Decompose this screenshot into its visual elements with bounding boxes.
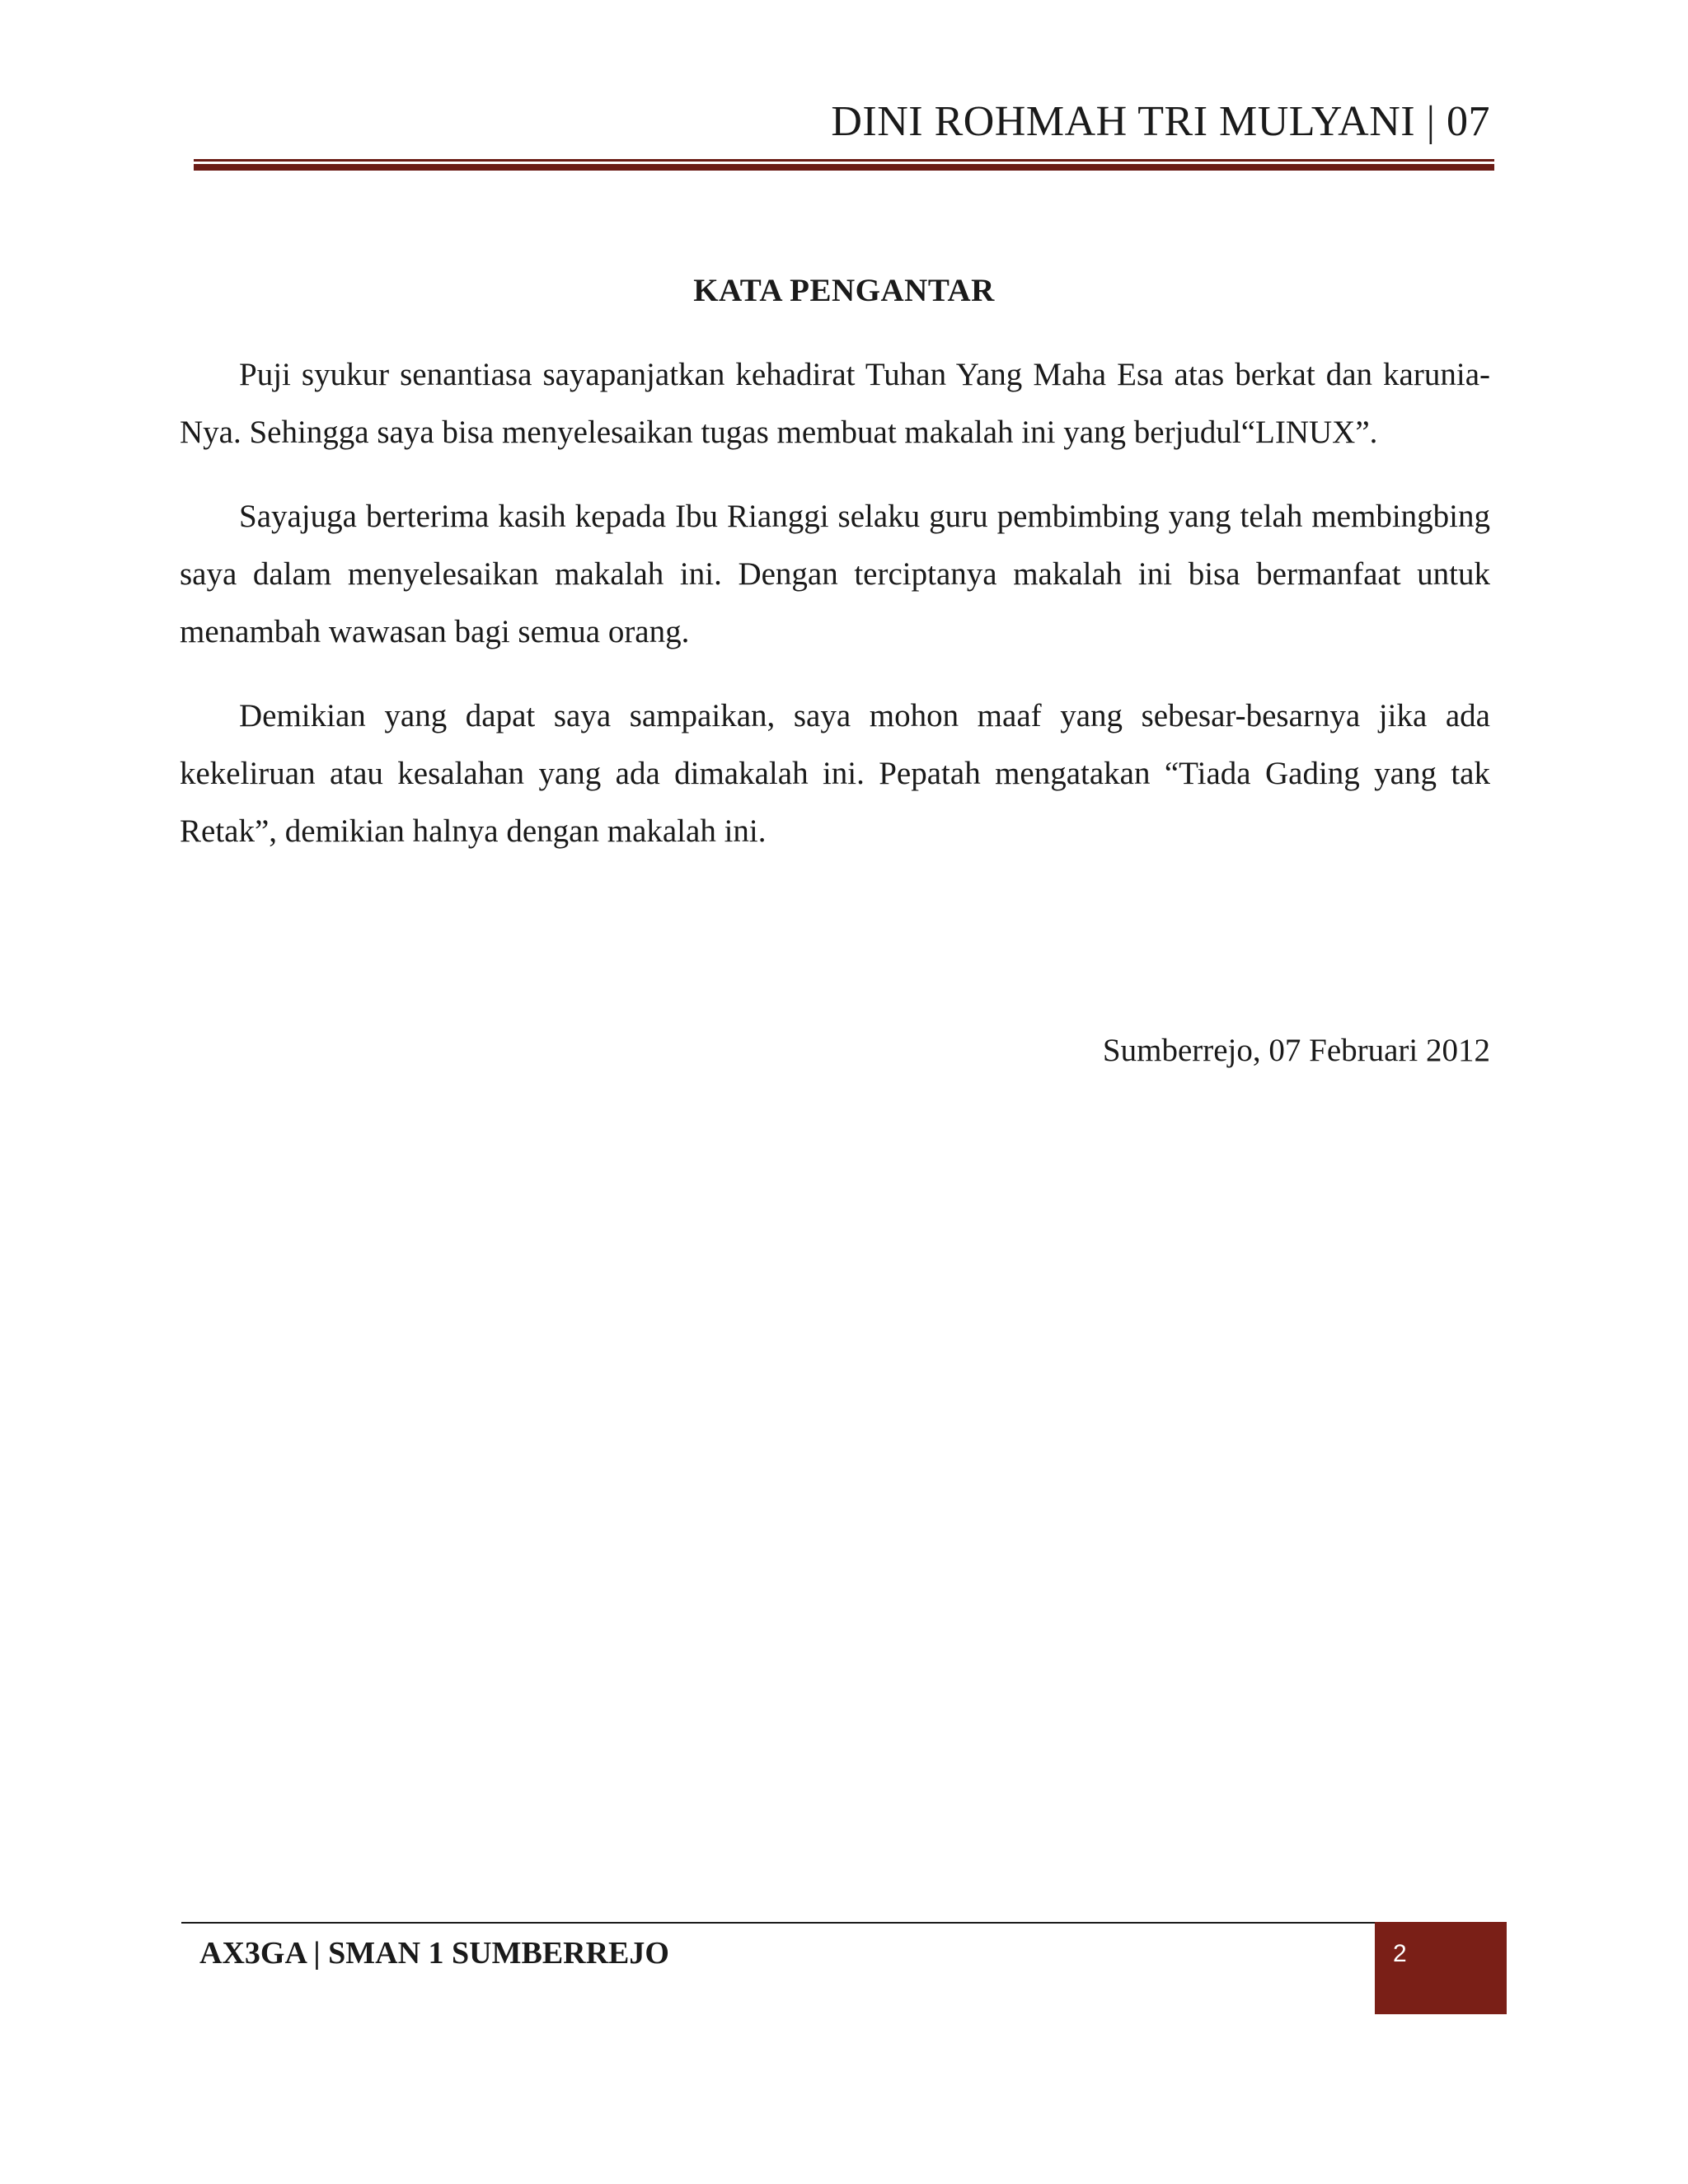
place-and-date: Sumberrejo, 07 Februari 2012: [1102, 1033, 1490, 1068]
page-header-title: DINI ROHMAH TRI MULYANI | 07: [831, 98, 1490, 145]
header-divider-thin-line: [194, 159, 1494, 162]
paragraph-3: Demikian yang dapat saya sampaikan, saya mohon maaf yang sebesar-besarnya jika ada kekeliruan atau kesalahan yang ada dimakalah ini. Pepatah mengatakan “Tiada Gading yang tak Retak”, demikian halnya dengan makalah ini.: [180, 698, 1490, 849]
header-divider-thick-line: [194, 164, 1494, 171]
document-body: [180, 346, 1490, 887]
footer-text: AX3GA | SMAN 1 SUMBERREJO: [199, 1936, 669, 1971]
paragraph-2: Sayajuga berterima kasih kepada Ibu Rianggi selaku guru pembimbing yang telah membingbing saya dalam menyelesaikan makalah ini. Dengan terciptanya makalah ini bisa bermanfaat untuk menambah wawasan bagi semua orang.: [180, 499, 1490, 649]
document-title: KATA PENGANTAR: [693, 273, 995, 308]
header-divider: [194, 159, 1494, 171]
footer-divider: [181, 1922, 1375, 1924]
paragraph-1: Puji syukur senantiasa sayapanjatkan kehadirat Tuhan Yang Maha Esa atas berkat dan karunia-Nya. Sehingga saya bisa menyelesaikan tugas membuat makalah ini yang berjudul“LINUX”.: [180, 357, 1490, 450]
page-number-box: [1375, 1922, 1507, 2014]
page-number: 2: [1393, 1940, 1407, 1967]
